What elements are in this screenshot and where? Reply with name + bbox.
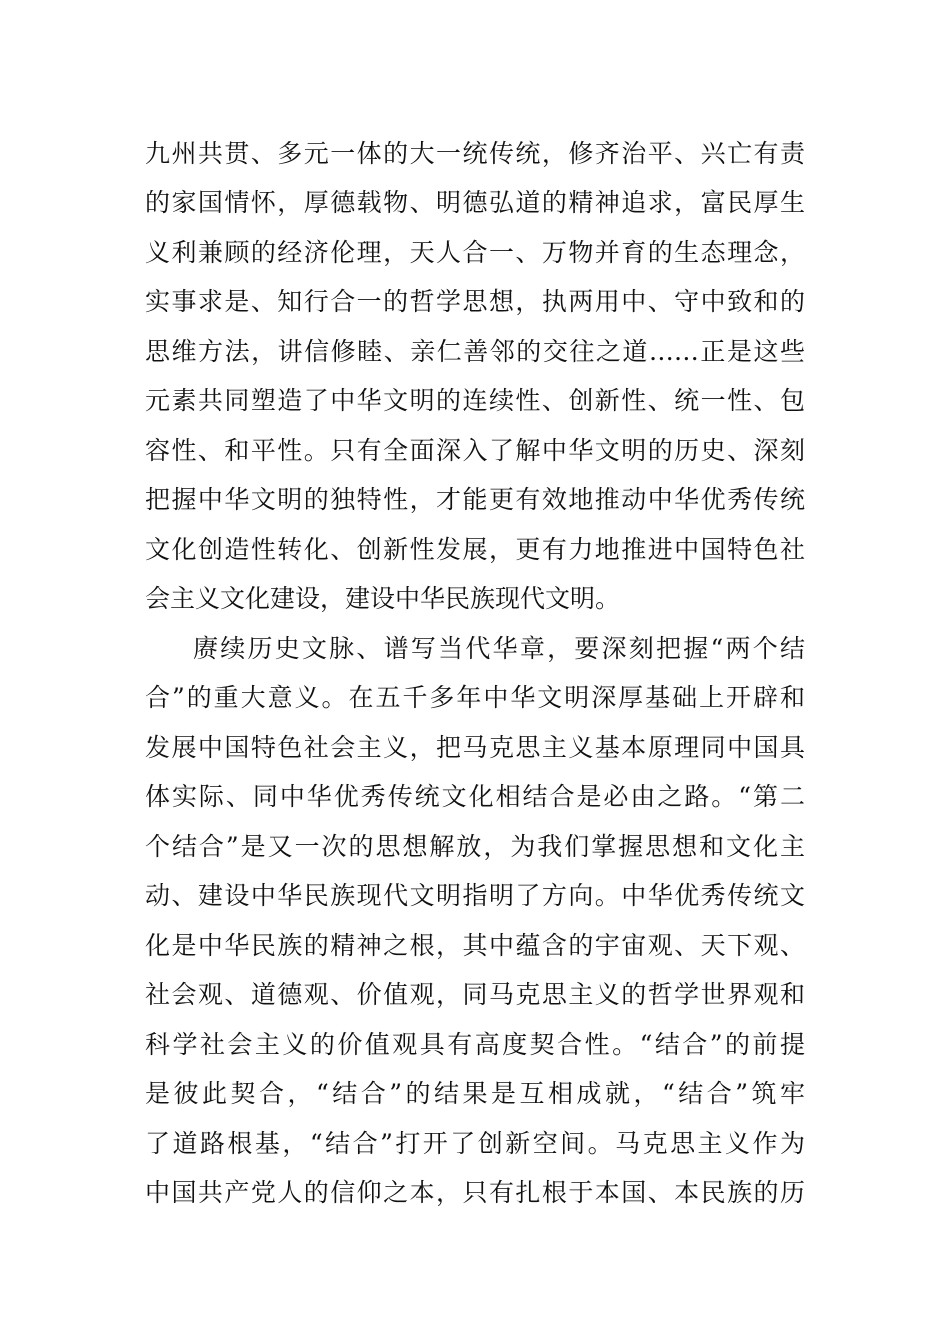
text-line: 动、建设中华民族现代文明指明了方向。中华优秀传统文	[145, 881, 805, 910]
text-line: 思维方法，讲信修睦、亲仁善邻的交往之道……正是这些	[145, 337, 805, 366]
text-line: 文化创造性转化、创新性发展，更有力地推进中国特色社	[145, 535, 805, 564]
text-line: 化是中华民族的精神之根，其中蕴含的宇宙观、天下观、	[145, 931, 805, 960]
text-line: 的家国情怀，厚德载物、明德弘道的精神追求，富民厚生	[145, 188, 805, 217]
text-line: 社会观、道德观、价值观，同马克思主义的哲学世界观和	[145, 980, 805, 1009]
text-line: 是彼此契合，“结合”的结果是互相成就，“结合”筑牢	[145, 1079, 805, 1108]
text-line: 体实际、同中华优秀传统文化相结合是必由之路。“第二	[145, 782, 805, 811]
text-line: 容性、和平性。只有全面深入了解中华文明的历史、深刻	[145, 436, 805, 465]
text-line: 九州共贯、多元一体的大一统传统，修齐治平、兴亡有责	[145, 139, 805, 168]
text-line: 发展中国特色社会主义，把马克思主义基本原理同中国具	[145, 733, 805, 762]
paragraph-first-line: 赓续历史文脉、谱写当代华章，要深刻把握“两个结	[193, 634, 805, 663]
text-line: 实事求是、知行合一的哲学思想，执两用中、守中致和的	[145, 287, 805, 316]
text-line: 合”的重大意义。在五千多年中华文明深厚基础上开辟和	[145, 683, 805, 712]
text-line: 义利兼顾的经济伦理，天人合一、万物并育的生态理念，	[145, 238, 805, 267]
text-line: 把握中华文明的独特性，才能更有效地推动中华优秀传统	[145, 485, 805, 514]
text-line: 个结合”是又一次的思想解放，为我们掌握思想和文化主	[145, 832, 805, 861]
text-line: 会主义文化建设，建设中华民族现代文明。	[145, 584, 621, 613]
text-line: 科学社会主义的价值观具有高度契合性。“结合”的前提	[145, 1030, 805, 1059]
text-line: 了道路根基，“结合”打开了创新空间。马克思主义作为	[145, 1129, 805, 1158]
text-line: 元素共同塑造了中华文明的连续性、创新性、统一性、包	[145, 386, 805, 415]
text-line: 中国共产党人的信仰之本，只有扎根于本国、本民族的历	[145, 1178, 805, 1207]
